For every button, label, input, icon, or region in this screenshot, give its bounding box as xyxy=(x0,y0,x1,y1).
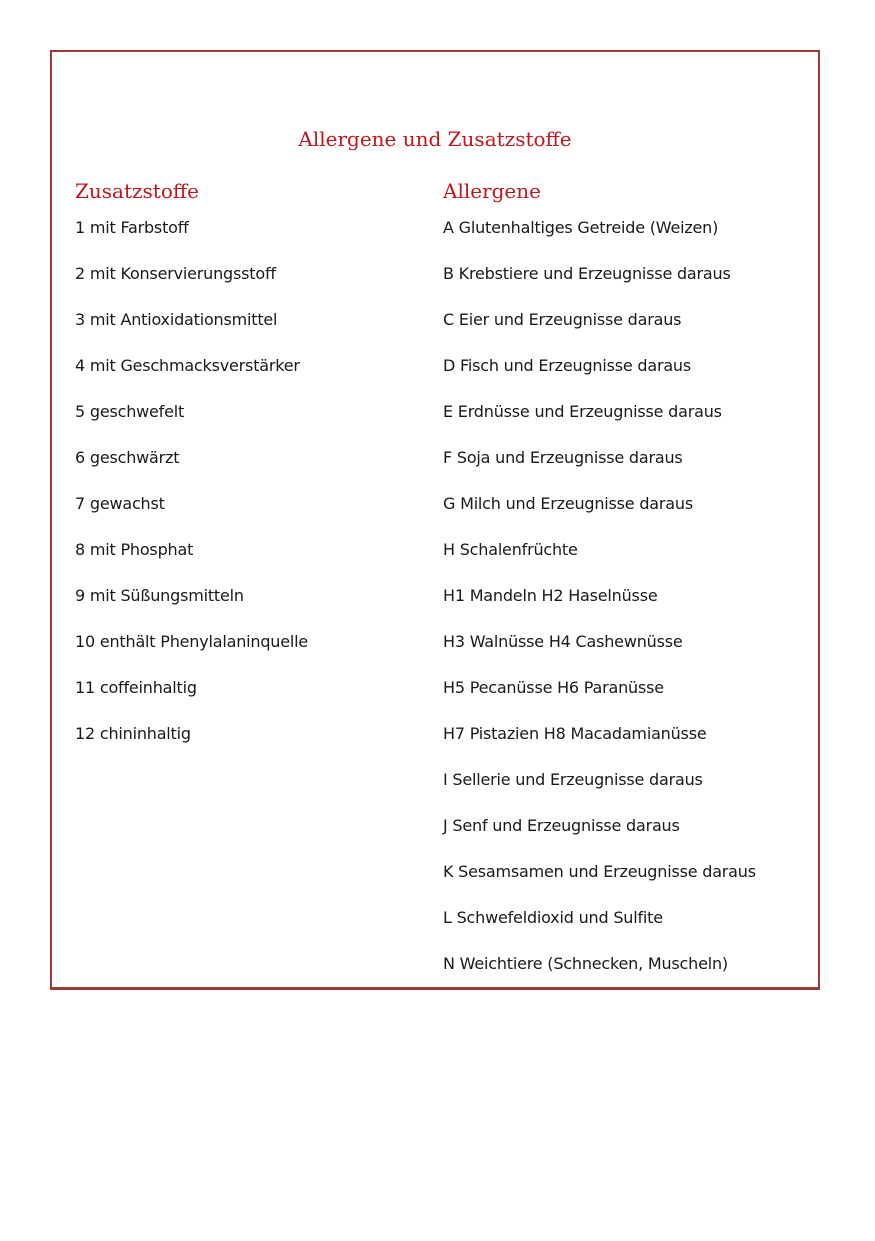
list-item: 4 mit Geschmacksverstärker xyxy=(75,356,300,375)
list-item: 10 enthält Phenylalaninquelle xyxy=(75,632,308,651)
list-item: 8 mit Phosphat xyxy=(75,540,194,559)
zusatzstoffe-heading: Zusatzstoffe xyxy=(75,179,199,203)
list-item: H7 Pistazien H8 Macadamianüsse xyxy=(443,724,707,743)
list-item: 1 mit Farbstoff xyxy=(75,218,189,237)
allergene-list xyxy=(443,218,813,1000)
list-item: H Schalenfrüchte xyxy=(443,540,578,559)
list-item: 7 gewachst xyxy=(75,494,165,513)
list-item: E Erdnüsse und Erzeugnisse daraus xyxy=(443,402,722,421)
list-item: L Schwefeldioxid und Sulfite xyxy=(443,908,663,927)
list-item: H1 Mandeln H2 Haselnüsse xyxy=(443,586,658,605)
list-item: H3 Walnüsse H4 Cashewnüsse xyxy=(443,632,683,651)
list-item: C Eier und Erzeugnisse daraus xyxy=(443,310,682,329)
list-item: B Krebstiere und Erzeugnisse daraus xyxy=(443,264,731,283)
list-item: F Soja und Erzeugnisse daraus xyxy=(443,448,683,467)
list-item: N Weichtiere (Schnecken, Muscheln) xyxy=(443,954,728,973)
allergene-heading: Allergene xyxy=(443,179,541,203)
list-item: 3 mit Antioxidationsmittel xyxy=(75,310,278,329)
list-item: 9 mit Süßungsmitteln xyxy=(75,586,244,605)
list-item: 6 geschwärzt xyxy=(75,448,180,467)
list-item: J Senf und Erzeugnisse daraus xyxy=(443,816,680,835)
list-item: H5 Pecanüsse H6 Paranüsse xyxy=(443,678,664,697)
list-item: 12 chininhaltig xyxy=(75,724,191,743)
list-item: A Glutenhaltiges Getreide (Weizen) xyxy=(443,218,719,237)
zusatzstoffe-list xyxy=(75,218,415,770)
allergene-column xyxy=(443,178,813,1000)
list-item: 5 geschwefelt xyxy=(75,402,185,421)
list-item: 2 mit Konservierungsstoff xyxy=(75,264,276,283)
list-item: K Sesamsamen und Erzeugnisse daraus xyxy=(443,862,756,881)
list-item: G Milch und Erzeugnisse daraus xyxy=(443,494,693,513)
list-item: I Sellerie und Erzeugnisse daraus xyxy=(443,770,703,789)
list-item: 11 coffeinhaltig xyxy=(75,678,197,697)
list-item: D Fisch und Erzeugnisse daraus xyxy=(443,356,692,375)
page-title: Allergene und Zusatzstoffe xyxy=(298,127,572,151)
zusatzstoffe-column xyxy=(75,178,415,770)
